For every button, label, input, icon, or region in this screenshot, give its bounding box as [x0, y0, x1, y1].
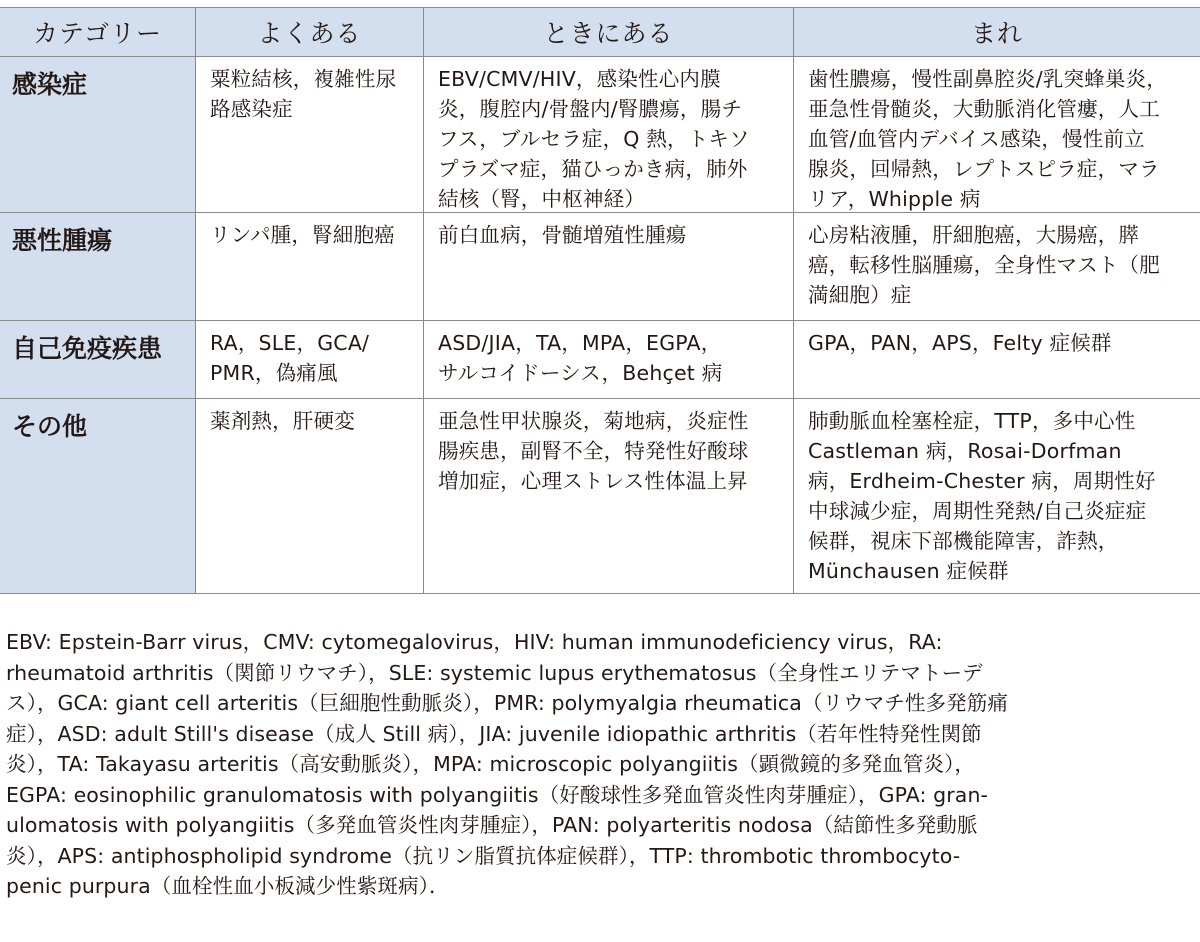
table-row-infection: [0, 57, 1200, 213]
table-row-autoimmune: [0, 321, 1200, 399]
header-sometimes: ときにある: [423, 8, 793, 56]
header-common: よくある: [195, 8, 423, 56]
row-category: 自己免疫疾患: [0, 321, 195, 398]
cell-common: リンパ腫，腎細胞癌: [195, 213, 423, 320]
cell-sometimes: ASD/JIA，TA，MPA，EGPA， サルコイドーシス，Behçet 病: [423, 321, 793, 398]
row-category: その他: [0, 399, 195, 593]
header-rare: まれ: [793, 8, 1200, 56]
table-row-other: [0, 399, 1200, 594]
cell-common: 薬剤熱，肝硬変: [195, 399, 423, 593]
header-category: カテゴリー: [32, 19, 162, 48]
table-footnote: EBV: Epstein-Barr virus，CMV: cytomegalovirus，HIV: human immunodeficiency virus，RA: rheumatoid arthritis（関節リウマチ），SLE: systemic lupus erythematosus（全身性エリテマトーデ ス），GCA: giant cell arteritis（巨細胞性動脈炎），PMR: polymyalgia rheumatica（リウマチ性多発筋痛 症），ASD: adult Still's disease（成人 Still 病），JIA: juvenile idiopathic arthritis（若年性特発性関節 炎），TA: Takayasu arteritis（高安動脈炎），MPA: microscopic polyangiitis（顕微鏡的多発血管炎）， EGPA: eosinophilic granulomatosis with polyangiitis（好酸球性多発血管炎性肉芽腫症），GPA: gran- ulomatosis with polyangiitis（多発血管炎性肉芽腫症），PAN: polyarteritis nodosa（結節性多発動脈 炎），APS: antiphospholipid syndrome（抗リン脂質抗体症候群），TTP: thrombotic thrombocyto- penic purpura（血栓性血小板減少性紫斑病）．: [6, 630, 1008, 898]
cell-rare: 歯性膿瘍，慢性副鼻腔炎/乳突蜂巣炎， 亜急性骨髄炎，大動脈消化管瘻，人工 血管/血管内デバイス感染，慢性前立 腺炎，回帰熱，レプトスピラ症，マラ リア，Whipple 病: [793, 57, 1200, 212]
cell-common: 粟粒結核，複雑性尿 路感染症: [195, 57, 423, 212]
cell-rare: 肺動脈血栓塞栓症，TTP，多中心性 Castleman 病，Rosai-Dorfman 病，Erdheim-Chester 病，周期性好 中球減少症，周期性発熱/自己炎症症 候群，視床下部機能障害，詐熱， Münchausen 症候群: [793, 399, 1200, 593]
table-header: [0, 8, 1200, 57]
cell-sometimes: 亜急性甲状腺炎，菊地病，炎症性 腸疾患，副腎不全，特発性好酸球 増加症，心理ストレス性体温上昇: [423, 399, 793, 593]
row-category: 感染症: [0, 57, 195, 212]
differential-table: [0, 7, 1200, 594]
cell-sometimes: 前白血病，骨髄増殖性腫瘍: [423, 213, 793, 320]
cell-sometimes: EBV/CMV/HIV，感染性心内膜 炎，腹腔内/骨盤内/腎膿瘍，腸チ フス，ブルセラ症，Q 熱，トキソ プラズマ症，猫ひっかき病，肺外 結核（腎，中枢神経）: [423, 57, 793, 212]
cell-rare: 心房粘液腫，肝細胞癌，大腸癌，膵 癌，転移性脳腫瘍，全身性マスト（肥 満細胞）症: [793, 213, 1200, 320]
row-category: 悪性腫瘍: [0, 213, 195, 320]
table-row-malignancy: [0, 213, 1200, 321]
cell-rare: GPA，PAN，APS，Felty 症候群: [793, 321, 1200, 398]
cell-common: RA，SLE，GCA/ PMR，偽痛風: [195, 321, 423, 398]
